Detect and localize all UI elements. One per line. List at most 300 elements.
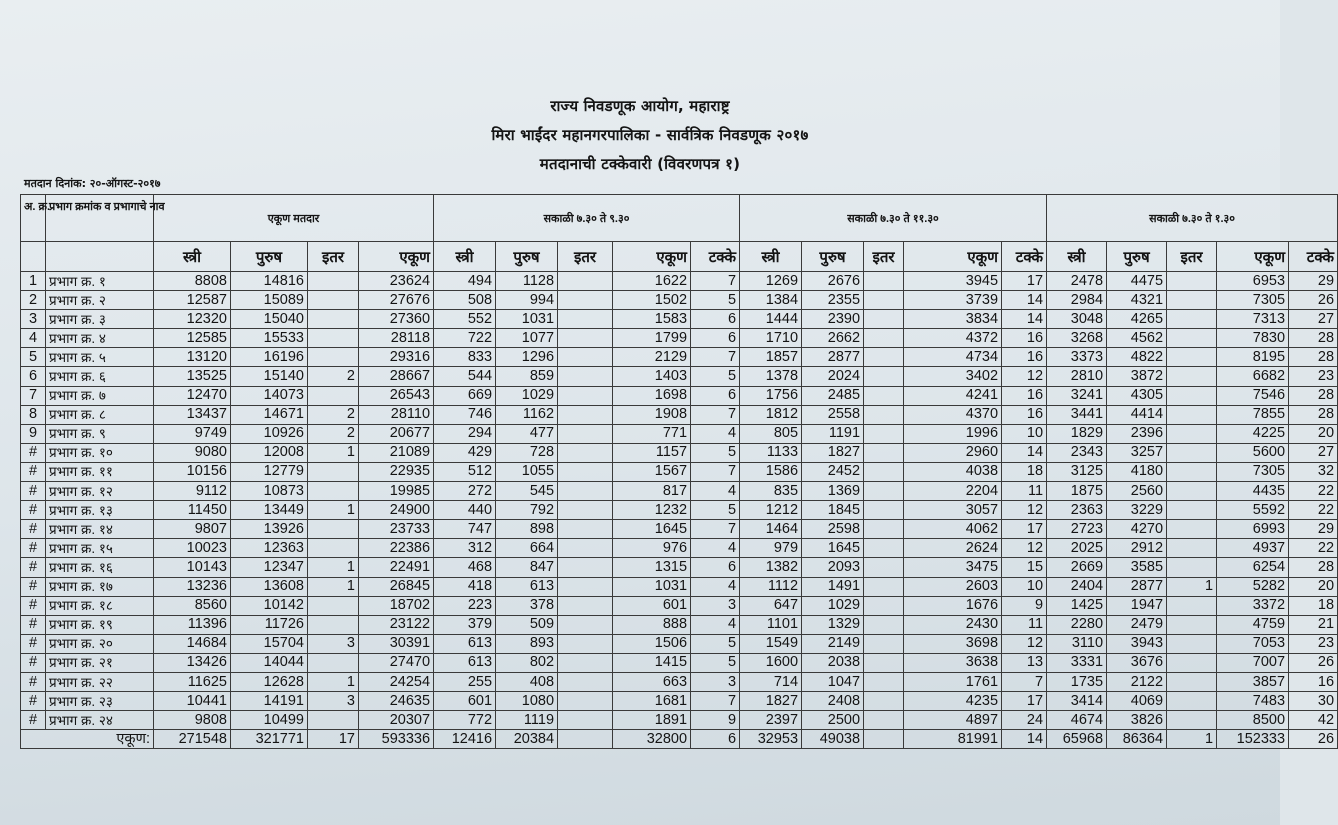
table-cell: 294 [434, 424, 496, 443]
table-cell [864, 424, 904, 443]
group-header-total-voters: एकूण मतदार [154, 195, 434, 242]
table-cell [1167, 501, 1217, 520]
table-cell [558, 634, 613, 653]
table-cell: 24900 [359, 501, 434, 520]
table-cell: 13449 [231, 501, 308, 520]
table-cell: 2500 [802, 711, 864, 730]
table-cell: 1600 [740, 653, 802, 672]
table-cell: 601 [434, 692, 496, 711]
table-cell: 26 [1289, 653, 1338, 672]
table-row [21, 329, 1338, 348]
total-cell: 14 [1002, 730, 1047, 749]
table-cell [558, 291, 613, 310]
table-cell: 1502 [613, 291, 691, 310]
table-cell [308, 462, 359, 481]
table-cell: 1845 [802, 501, 864, 520]
table-cell [308, 482, 359, 501]
table-cell: 12628 [231, 672, 308, 691]
table-cell: 17 [1002, 272, 1047, 291]
table-cell: 6 [691, 386, 740, 405]
table-cell: 2025 [1047, 539, 1107, 558]
table-row [21, 653, 1338, 672]
table-cell: 17 [1002, 520, 1047, 539]
table-cell: 7 [691, 462, 740, 481]
table-cell [558, 520, 613, 539]
table-cell: 29316 [359, 348, 434, 367]
table-cell: 18 [1289, 596, 1338, 615]
row-number: # [21, 653, 46, 672]
table-cell: 2129 [613, 348, 691, 367]
table-cell: 1676 [904, 596, 1002, 615]
table-cell: 3257 [1107, 443, 1167, 462]
table-cell: 10 [1002, 577, 1047, 596]
table-cell: 12 [1002, 367, 1047, 386]
table-cell: 477 [496, 424, 558, 443]
table-cell [1167, 348, 1217, 367]
ward-name: प्रभाग क्र. १९ [46, 615, 154, 634]
header-report-title: मतदानाची टक्केवारी (विवरणपत्र १) [539, 155, 741, 173]
table-cell: 16 [1002, 386, 1047, 405]
row-number: 7 [21, 386, 46, 405]
table-cell: 7305 [1217, 462, 1289, 481]
ward-name: प्रभाग क्र. २४ [46, 711, 154, 730]
empty-header [21, 242, 46, 272]
table-cell: 1119 [496, 711, 558, 730]
table-cell: 9080 [154, 443, 231, 462]
table-cell [864, 615, 904, 634]
row-number: # [21, 615, 46, 634]
table-cell: 26543 [359, 386, 434, 405]
table-cell: 3414 [1047, 692, 1107, 711]
table-cell: 7053 [1217, 634, 1289, 653]
table-cell: 7007 [1217, 653, 1289, 672]
total-cell: 12416 [434, 730, 496, 749]
table-cell: 14816 [231, 272, 308, 291]
table-cell: 13 [1002, 653, 1047, 672]
table-cell: 29 [1289, 272, 1338, 291]
table-cell: 3110 [1047, 634, 1107, 653]
table-cell: 14073 [231, 386, 308, 405]
total-label: एकूण: [21, 730, 154, 749]
table-cell: 2343 [1047, 443, 1107, 462]
table-cell: 1875 [1047, 482, 1107, 501]
table-cell: 21 [1289, 615, 1338, 634]
table-cell [1167, 424, 1217, 443]
table-row [21, 348, 1338, 367]
table-cell: 4372 [904, 329, 1002, 348]
table-cell: 3057 [904, 501, 1002, 520]
table-cell: 1 [1167, 577, 1217, 596]
table-cell: 4562 [1107, 329, 1167, 348]
table-cell: 15089 [231, 291, 308, 310]
table-cell: 613 [496, 577, 558, 596]
table-cell: 1162 [496, 405, 558, 424]
table-cell: 2404 [1047, 577, 1107, 596]
table-cell [558, 348, 613, 367]
table-cell: 1491 [802, 577, 864, 596]
table-cell: 544 [434, 367, 496, 386]
table-cell: 2479 [1107, 615, 1167, 634]
table-cell: 32 [1289, 462, 1338, 481]
table-cell: 23 [1289, 367, 1338, 386]
table-cell: 7546 [1217, 386, 1289, 405]
table-cell: 27360 [359, 310, 434, 329]
table-cell: 833 [434, 348, 496, 367]
header-election: मिरा भाईंदर महानगरपालिका - सार्वत्रिक निवडणूक २०१७ [491, 126, 809, 144]
table-cell: 2390 [802, 310, 864, 329]
table-cell: 23733 [359, 520, 434, 539]
table-cell: 10441 [154, 692, 231, 711]
table-cell: 1 [308, 501, 359, 520]
table-cell: 847 [496, 558, 558, 577]
table-cell: 27 [1289, 310, 1338, 329]
table-cell: 7 [691, 348, 740, 367]
table-cell: 4038 [904, 462, 1002, 481]
row-number: # [21, 692, 46, 711]
table-cell [1167, 367, 1217, 386]
table-cell: 494 [434, 272, 496, 291]
table-cell: 1756 [740, 386, 802, 405]
total-cell: 32953 [740, 730, 802, 749]
ward-name: प्रभाग क्र. १७ [46, 577, 154, 596]
row-number: # [21, 462, 46, 481]
table-cell: 28 [1289, 558, 1338, 577]
table-row [21, 405, 1338, 424]
ward-name: प्रभाग क्र. ३ [46, 310, 154, 329]
table-cell: 3125 [1047, 462, 1107, 481]
table-cell: 1369 [802, 482, 864, 501]
table-cell [864, 462, 904, 481]
table-cell: 8808 [154, 272, 231, 291]
table-cell [558, 672, 613, 691]
table-cell: 1296 [496, 348, 558, 367]
ward-name: प्रभाग क्र. २ [46, 291, 154, 310]
table-cell: 3585 [1107, 558, 1167, 577]
table-cell: 13120 [154, 348, 231, 367]
table-cell [864, 672, 904, 691]
ward-name: प्रभाग क्र. ७ [46, 386, 154, 405]
table-cell: 5282 [1217, 577, 1289, 596]
ward-name: प्रभाग क्र. १६ [46, 558, 154, 577]
table-cell: 976 [613, 539, 691, 558]
table-cell: 1112 [740, 577, 802, 596]
document-header [0, 92, 1280, 179]
ward-name: प्रभाग क्र. ११ [46, 462, 154, 481]
table-cell: 3945 [904, 272, 1002, 291]
table-cell: 1583 [613, 310, 691, 329]
table-row [21, 615, 1338, 634]
table-cell: 1622 [613, 272, 691, 291]
table-cell: 28118 [359, 329, 434, 348]
table-cell: 3676 [1107, 653, 1167, 672]
table-cell [864, 348, 904, 367]
table-cell: 1444 [740, 310, 802, 329]
col-header-percent: टक्के [1002, 242, 1047, 272]
table-cell: 8500 [1217, 711, 1289, 730]
table-cell [864, 692, 904, 711]
total-cell: 17 [308, 730, 359, 749]
table-row [21, 291, 1338, 310]
table-cell [864, 634, 904, 653]
table-cell [1167, 692, 1217, 711]
table-row [21, 539, 1338, 558]
table-cell: 9749 [154, 424, 231, 443]
row-number: 4 [21, 329, 46, 348]
table-cell [1167, 520, 1217, 539]
table-cell: 1681 [613, 692, 691, 711]
table-cell [864, 501, 904, 520]
table-cell: 3373 [1047, 348, 1107, 367]
row-number: # [21, 634, 46, 653]
table-cell: 1425 [1047, 596, 1107, 615]
table-cell: 7313 [1217, 310, 1289, 329]
table-cell: 2408 [802, 692, 864, 711]
table-cell: 12470 [154, 386, 231, 405]
ward-name: प्रभाग क्र. २१ [46, 653, 154, 672]
table-cell: 12347 [231, 558, 308, 577]
table-row [21, 520, 1338, 539]
table-cell: 10023 [154, 539, 231, 558]
table-cell [864, 482, 904, 501]
table-cell: 3 [308, 692, 359, 711]
table-cell: 4734 [904, 348, 1002, 367]
table-cell: 1857 [740, 348, 802, 367]
table-cell: 647 [740, 596, 802, 615]
table-cell [1167, 615, 1217, 634]
table-cell: 2676 [802, 272, 864, 291]
table-cell: 14671 [231, 405, 308, 424]
table-cell: 22 [1289, 501, 1338, 520]
table-cell: 440 [434, 501, 496, 520]
col-header-percent: टक्के [1289, 242, 1338, 272]
row-number: 8 [21, 405, 46, 424]
table-cell: 30391 [359, 634, 434, 653]
ward-name: प्रभाग क्र. ९ [46, 424, 154, 443]
table-cell: 28 [1289, 348, 1338, 367]
table-cell: 8195 [1217, 348, 1289, 367]
table-row [21, 634, 1338, 653]
table-cell: 5 [691, 367, 740, 386]
table-cell: 26845 [359, 577, 434, 596]
table-cell: 3698 [904, 634, 1002, 653]
table-cell: 5 [691, 653, 740, 672]
ward-name: प्रभाग क्र. १ [46, 272, 154, 291]
table-cell [558, 501, 613, 520]
table-cell: 6 [691, 329, 740, 348]
col-header-male: पुरुष [231, 242, 308, 272]
table-cell: 11726 [231, 615, 308, 634]
table-cell: 22935 [359, 462, 434, 481]
table-cell: 1891 [613, 711, 691, 730]
table-cell: 7830 [1217, 329, 1289, 348]
table-cell: 1128 [496, 272, 558, 291]
table-cell: 669 [434, 386, 496, 405]
table-cell [864, 291, 904, 310]
table-cell [558, 558, 613, 577]
table-cell: 3638 [904, 653, 1002, 672]
col-header-total: एकूण [1217, 242, 1289, 272]
table-cell: 1080 [496, 692, 558, 711]
table-cell [308, 291, 359, 310]
table-cell: 3943 [1107, 634, 1167, 653]
table-cell: 2038 [802, 653, 864, 672]
table-cell [558, 539, 613, 558]
table-cell: 8560 [154, 596, 231, 615]
table-cell: 14044 [231, 653, 308, 672]
table-cell: 9 [1002, 596, 1047, 615]
table-cell: 2912 [1107, 539, 1167, 558]
table-cell: 3229 [1107, 501, 1167, 520]
table-cell: 6 [691, 310, 740, 329]
table-cell: 15533 [231, 329, 308, 348]
table-cell: 9112 [154, 482, 231, 501]
table-cell: 1 [308, 672, 359, 691]
table-cell: 1212 [740, 501, 802, 520]
ward-name: प्रभाग क्र. ८ [46, 405, 154, 424]
table-cell: 28 [1289, 386, 1338, 405]
table-cell: 545 [496, 482, 558, 501]
table-cell: 5 [691, 291, 740, 310]
row-number: # [21, 711, 46, 730]
row-number: # [21, 482, 46, 501]
table-row [21, 596, 1338, 615]
table-cell: 27676 [359, 291, 434, 310]
table-cell [308, 653, 359, 672]
table-cell: 312 [434, 539, 496, 558]
table-cell: 1055 [496, 462, 558, 481]
table-cell: 1029 [802, 596, 864, 615]
ward-name-header: प्रभाग क्रमांक व प्रभागाचे नाव [46, 195, 154, 242]
table-cell: 1761 [904, 672, 1002, 691]
table-cell: 223 [434, 596, 496, 615]
table-cell: 12 [1002, 634, 1047, 653]
table-cell [558, 692, 613, 711]
table-cell: 378 [496, 596, 558, 615]
table-cell: 747 [434, 520, 496, 539]
table-cell: 10142 [231, 596, 308, 615]
table-cell: 16 [1002, 405, 1047, 424]
table-cell: 888 [613, 615, 691, 634]
table-cell: 728 [496, 443, 558, 462]
table-cell: 1047 [802, 672, 864, 691]
table-cell: 4822 [1107, 348, 1167, 367]
row-number: 2 [21, 291, 46, 310]
table-cell: 1996 [904, 424, 1002, 443]
table-row [21, 577, 1338, 596]
table-cell: 2452 [802, 462, 864, 481]
table-cell [864, 272, 904, 291]
total-cell: 1 [1167, 730, 1217, 749]
table-cell [1167, 310, 1217, 329]
table-cell: 3475 [904, 558, 1002, 577]
row-number: # [21, 520, 46, 539]
table-cell [558, 386, 613, 405]
table-cell: 1029 [496, 386, 558, 405]
table-cell: 3857 [1217, 672, 1289, 691]
table-cell: 4225 [1217, 424, 1289, 443]
table-cell: 4937 [1217, 539, 1289, 558]
table-cell: 4069 [1107, 692, 1167, 711]
table-cell: 14684 [154, 634, 231, 653]
col-header-other: इतर [1167, 242, 1217, 272]
table-cell: 1157 [613, 443, 691, 462]
table-cell: 1645 [802, 539, 864, 558]
table-cell: 11396 [154, 615, 231, 634]
table-cell: 1415 [613, 653, 691, 672]
table-cell: 4241 [904, 386, 1002, 405]
table-cell [864, 711, 904, 730]
table-cell: 18702 [359, 596, 434, 615]
table-cell: 27470 [359, 653, 434, 672]
table-row [21, 692, 1338, 711]
table-cell: 2669 [1047, 558, 1107, 577]
table-cell: 7 [691, 520, 740, 539]
table-cell: 2363 [1047, 501, 1107, 520]
table-cell: 1827 [802, 443, 864, 462]
table-cell: 5 [691, 501, 740, 520]
table-row [21, 310, 1338, 329]
sr-no-header: अ. क्र. [21, 195, 46, 242]
table-cell: 11 [1002, 615, 1047, 634]
table-cell: 15140 [231, 367, 308, 386]
table-cell: 5 [691, 634, 740, 653]
total-cell: 271548 [154, 730, 231, 749]
table-row [21, 462, 1338, 481]
table-cell: 1 [308, 558, 359, 577]
table-cell [558, 596, 613, 615]
table-cell: 1031 [613, 577, 691, 596]
table-cell: 3372 [1217, 596, 1289, 615]
table-cell: 12 [1002, 501, 1047, 520]
table-cell: 3834 [904, 310, 1002, 329]
col-header-other: इतर [558, 242, 613, 272]
table-cell: 7 [691, 405, 740, 424]
table-cell [308, 329, 359, 348]
table-cell [864, 539, 904, 558]
table-cell: 1329 [802, 615, 864, 634]
table-cell: 14 [1002, 443, 1047, 462]
table-cell: 3 [691, 596, 740, 615]
table-cell: 22 [1289, 539, 1338, 558]
row-number: # [21, 539, 46, 558]
table-cell: 4674 [1047, 711, 1107, 730]
table-cell: 4180 [1107, 462, 1167, 481]
table-row [21, 711, 1338, 730]
table-cell: 7305 [1217, 291, 1289, 310]
table-cell: 30 [1289, 692, 1338, 711]
table-cell: 746 [434, 405, 496, 424]
table-cell: 1947 [1107, 596, 1167, 615]
table-cell: 3872 [1107, 367, 1167, 386]
row-number: 9 [21, 424, 46, 443]
total-row [21, 730, 1338, 749]
table-cell: 772 [434, 711, 496, 730]
col-header-female: स्त्री [154, 242, 231, 272]
table-cell: 2723 [1047, 520, 1107, 539]
table-cell: 16 [1002, 348, 1047, 367]
table-cell: 13525 [154, 367, 231, 386]
table-cell [864, 577, 904, 596]
table-cell: 3739 [904, 291, 1002, 310]
table-cell [1167, 405, 1217, 424]
table-cell: 15 [1002, 558, 1047, 577]
table-cell: 12363 [231, 539, 308, 558]
table-cell: 802 [496, 653, 558, 672]
table-cell: 2122 [1107, 672, 1167, 691]
table-cell: 2396 [1107, 424, 1167, 443]
table-cell: 979 [740, 539, 802, 558]
ward-name: प्रभाग क्र. ४ [46, 329, 154, 348]
